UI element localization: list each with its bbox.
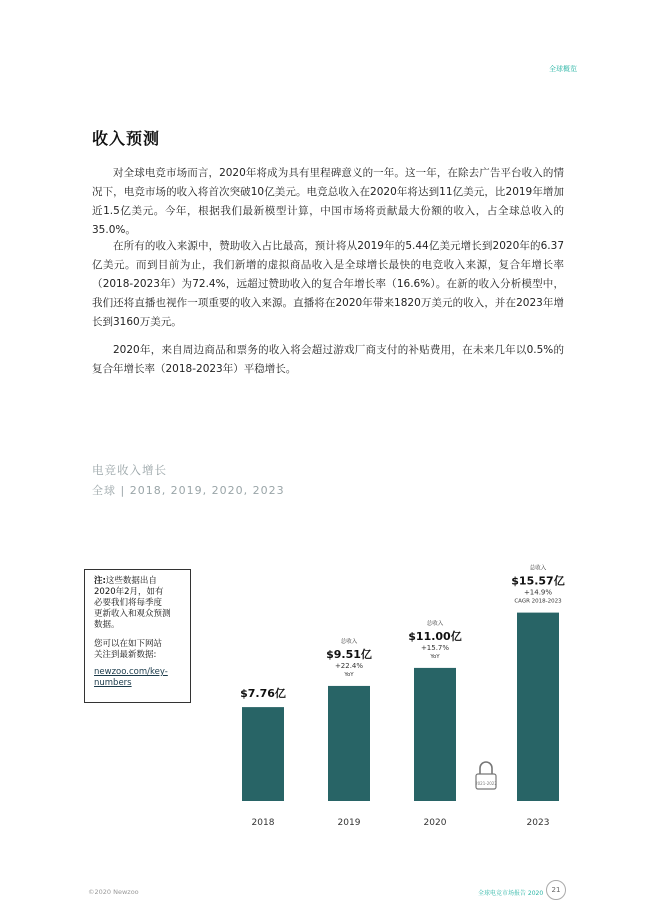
data-label-2019: $9.51亿 <box>326 647 372 661</box>
data-label-2023: $15.57亿 <box>511 574 565 588</box>
bar-2019 <box>328 686 370 801</box>
growth-label-2020: +15.7% <box>420 643 450 652</box>
growth-sublabel-2019: YoY <box>344 671 354 678</box>
lock-label: 2021-2022 <box>475 781 497 786</box>
footer-copyright: ©2020 Newzoo <box>88 888 139 896</box>
bar-2018 <box>242 707 284 801</box>
paragraph-2: 在所有的收入来源中，赞助收入占比最高，预计将从2019年的5.44亿美元增长到2020年的6.37亿美元。而到目前为止，我们新增的虚拟商品收入是全球增长最快的电竞收入来源，复合年增长率（2018-2023年）为72.4%，远超过赞助收入的复合年增长率（16.6%）。在新的收入分析模型中，我们还将直播也视作一项重要的收入来源。直播将在2020年带来1820万美元的收入，并在2023年增长到3160万美元。 <box>92 240 564 328</box>
page-number: 21 <box>546 880 566 900</box>
note-text-1: 这些数据出自 2020年2月，如有 必要我们将每季度 更新收入和观众预测 数据。 <box>94 576 171 630</box>
x-tick-label-2018: 2018 <box>251 818 275 828</box>
x-tick-label-2023: 2023 <box>526 818 550 828</box>
growth-label-2019: +22.4% <box>334 661 364 670</box>
chart-subtitle: 全球 | 2018, 2019, 2020, 2023 <box>92 484 285 497</box>
note-link[interactable]: newzoo.com/key- numbers <box>94 667 168 688</box>
footer-report-name: 全球电竞市场报告 2020 <box>478 890 544 897</box>
section-tag: 全球概览 <box>549 65 577 73</box>
growth-sublabel-2023: CAGR 2018-2023 <box>514 598 562 605</box>
top-label-2019: 总收入 <box>340 638 358 645</box>
lock-icon <box>480 762 492 774</box>
x-tick-label-2019: 2019 <box>337 818 361 828</box>
data-label-2020: $11.00亿 <box>408 629 462 643</box>
x-tick-label-2020: 2020 <box>423 818 447 828</box>
bar-2020 <box>414 668 456 801</box>
chart-title: 电竞收入增长 <box>92 463 167 477</box>
paragraph-3: 2020年，来自周边商品和票务的收入将会超过游戏厂商支付的补贴费用，在未来几年以0.5%的复合年增长率（2018-2023年）平稳增长。 <box>92 344 564 375</box>
top-label-2023: 总收入 <box>529 565 547 572</box>
note-text-2: 您可以在如下网站 关注到最新数据: <box>94 639 163 660</box>
growth-label-2023: +14.9% <box>523 588 553 597</box>
growth-sublabel-2020: YoY <box>430 653 440 660</box>
section-title: 收入预测 <box>92 129 161 148</box>
bar-2023 <box>517 613 559 801</box>
note-bold-prefix: 注: <box>94 576 106 586</box>
top-label-2020: 总收入 <box>426 620 444 627</box>
paragraph-1: 对全球电竞市场而言，2020年将成为具有里程碑意义的一年。这一年，在除去广告平台收入的情况下，电竞市场的收入将首次突破10亿美元。电竞总收入在2020年将达到11亿美元，比2019年增加近1.5亿美元。今年，根据我们最新模型计算，中国市场将贡献最大份额的收入，占全球总收入的35.0%。 <box>92 167 564 236</box>
data-label-2018: $7.76亿 <box>240 687 286 701</box>
